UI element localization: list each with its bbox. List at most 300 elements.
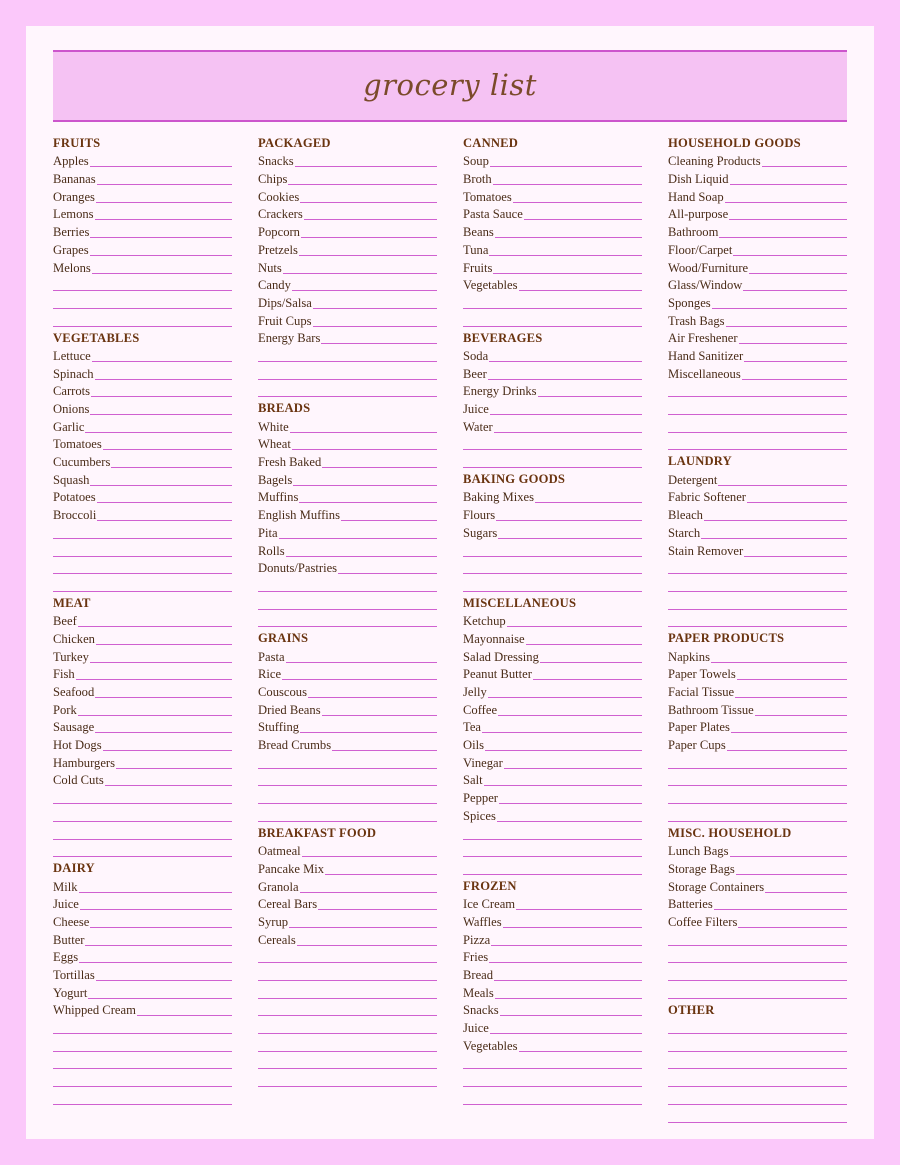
- blank-line[interactable]: [258, 806, 437, 824]
- write-in-line[interactable]: [491, 945, 642, 946]
- write-in-line[interactable]: [490, 1033, 642, 1034]
- list-item[interactable]: [463, 346, 642, 364]
- list-item[interactable]: [258, 541, 437, 559]
- write-in-line[interactable]: [279, 538, 437, 539]
- blank-line[interactable]: [53, 1036, 232, 1054]
- list-item[interactable]: [668, 700, 847, 718]
- write-in-line[interactable]: [463, 1086, 642, 1087]
- write-in-line[interactable]: [749, 273, 847, 274]
- list-item[interactable]: [53, 169, 232, 187]
- blank-line[interactable]: [668, 435, 847, 453]
- list-item[interactable]: [258, 240, 437, 258]
- list-item[interactable]: [668, 258, 847, 276]
- blank-line[interactable]: [258, 1018, 437, 1036]
- list-item[interactable]: [463, 912, 642, 930]
- list-item[interactable]: [258, 877, 437, 895]
- write-in-line[interactable]: [498, 538, 642, 539]
- blank-line[interactable]: [463, 293, 642, 311]
- write-in-line[interactable]: [97, 184, 232, 185]
- write-in-line[interactable]: [53, 856, 232, 857]
- blank-line[interactable]: [53, 824, 232, 842]
- write-in-line[interactable]: [742, 379, 847, 380]
- blank-line[interactable]: [463, 452, 642, 470]
- blank-line[interactable]: [53, 806, 232, 824]
- write-in-line[interactable]: [97, 520, 232, 521]
- blank-line[interactable]: [668, 806, 847, 824]
- list-item[interactable]: [463, 417, 642, 435]
- write-in-line[interactable]: [290, 432, 437, 433]
- blank-line[interactable]: [668, 594, 847, 612]
- write-in-line[interactable]: [488, 379, 642, 380]
- list-item[interactable]: [258, 276, 437, 294]
- blank-line[interactable]: [258, 1071, 437, 1089]
- list-item[interactable]: [258, 523, 437, 541]
- blank-line[interactable]: [258, 948, 437, 966]
- write-in-line[interactable]: [341, 520, 437, 521]
- list-item[interactable]: [463, 647, 642, 665]
- write-in-line[interactable]: [526, 644, 642, 645]
- write-in-line[interactable]: [90, 414, 232, 415]
- write-in-line[interactable]: [524, 219, 642, 220]
- write-in-line[interactable]: [258, 980, 437, 981]
- write-in-line[interactable]: [668, 609, 847, 610]
- write-in-line[interactable]: [730, 184, 847, 185]
- write-in-line[interactable]: [755, 715, 847, 716]
- list-item[interactable]: [53, 382, 232, 400]
- write-in-line[interactable]: [497, 821, 642, 822]
- list-item[interactable]: [53, 258, 232, 276]
- write-in-line[interactable]: [668, 980, 847, 981]
- write-in-line[interactable]: [463, 449, 642, 450]
- write-in-line[interactable]: [668, 591, 847, 592]
- write-in-line[interactable]: [79, 962, 232, 963]
- write-in-line[interactable]: [286, 662, 437, 663]
- list-item[interactable]: [53, 222, 232, 240]
- write-in-line[interactable]: [79, 892, 233, 893]
- write-in-line[interactable]: [463, 591, 642, 592]
- list-item[interactable]: [668, 152, 847, 170]
- list-item[interactable]: [258, 205, 437, 223]
- list-item[interactable]: [258, 435, 437, 453]
- write-in-line[interactable]: [500, 1015, 642, 1016]
- list-item[interactable]: [53, 240, 232, 258]
- write-in-line[interactable]: [53, 573, 232, 574]
- write-in-line[interactable]: [463, 839, 642, 840]
- write-in-line[interactable]: [258, 1086, 437, 1087]
- list-item[interactable]: [463, 399, 642, 417]
- write-in-line[interactable]: [258, 379, 437, 380]
- list-item[interactable]: [53, 452, 232, 470]
- write-in-line[interactable]: [668, 962, 847, 963]
- blank-line[interactable]: [463, 576, 642, 594]
- list-item[interactable]: [463, 682, 642, 700]
- blank-line[interactable]: [53, 293, 232, 311]
- write-in-line[interactable]: [463, 326, 642, 327]
- list-item[interactable]: [463, 258, 642, 276]
- write-in-line[interactable]: [701, 538, 847, 539]
- write-in-line[interactable]: [292, 449, 437, 450]
- list-item[interactable]: [668, 470, 847, 488]
- blank-line[interactable]: [668, 753, 847, 771]
- list-item[interactable]: [53, 399, 232, 417]
- write-in-line[interactable]: [313, 326, 437, 327]
- write-in-line[interactable]: [90, 927, 232, 928]
- list-item[interactable]: [463, 1036, 642, 1054]
- write-in-line[interactable]: [498, 715, 642, 716]
- list-item[interactable]: [463, 700, 642, 718]
- list-item[interactable]: [53, 488, 232, 506]
- blank-line[interactable]: [258, 346, 437, 364]
- list-item[interactable]: [53, 612, 232, 630]
- write-in-line[interactable]: [53, 538, 232, 539]
- list-item[interactable]: [668, 364, 847, 382]
- write-in-line[interactable]: [744, 556, 847, 557]
- list-item[interactable]: [668, 187, 847, 205]
- write-in-line[interactable]: [90, 255, 232, 256]
- write-in-line[interactable]: [137, 1015, 232, 1016]
- write-in-line[interactable]: [299, 502, 437, 503]
- write-in-line[interactable]: [258, 609, 437, 610]
- blank-line[interactable]: [668, 930, 847, 948]
- write-in-line[interactable]: [283, 273, 437, 274]
- list-item[interactable]: [258, 311, 437, 329]
- write-in-line[interactable]: [730, 856, 847, 857]
- list-item[interactable]: [668, 222, 847, 240]
- write-in-line[interactable]: [53, 1068, 232, 1069]
- list-item[interactable]: [463, 169, 642, 187]
- list-item[interactable]: [53, 948, 232, 966]
- blank-line[interactable]: [53, 523, 232, 541]
- write-in-line[interactable]: [299, 255, 437, 256]
- write-in-line[interactable]: [258, 821, 437, 822]
- list-item[interactable]: [53, 205, 232, 223]
- list-item[interactable]: [668, 912, 847, 930]
- list-item[interactable]: [53, 718, 232, 736]
- write-in-line[interactable]: [90, 166, 232, 167]
- write-in-line[interactable]: [97, 502, 232, 503]
- list-item[interactable]: [463, 523, 642, 541]
- list-item[interactable]: [463, 806, 642, 824]
- write-in-line[interactable]: [668, 573, 847, 574]
- list-item[interactable]: [258, 665, 437, 683]
- list-item[interactable]: [463, 965, 642, 983]
- list-item[interactable]: [53, 647, 232, 665]
- list-item[interactable]: [668, 718, 847, 736]
- write-in-line[interactable]: [258, 768, 437, 769]
- blank-line[interactable]: [53, 311, 232, 329]
- write-in-line[interactable]: [668, 1122, 847, 1123]
- blank-line[interactable]: [258, 983, 437, 1001]
- write-in-line[interactable]: [85, 432, 232, 433]
- list-item[interactable]: [463, 382, 642, 400]
- list-item[interactable]: [258, 559, 437, 577]
- list-item[interactable]: [668, 541, 847, 559]
- list-item[interactable]: [668, 329, 847, 347]
- blank-line[interactable]: [668, 612, 847, 630]
- list-item[interactable]: [53, 983, 232, 1001]
- list-item[interactable]: [668, 169, 847, 187]
- list-item[interactable]: [53, 435, 232, 453]
- list-item[interactable]: [258, 222, 437, 240]
- write-in-line[interactable]: [739, 343, 847, 344]
- blank-line[interactable]: [668, 771, 847, 789]
- write-in-line[interactable]: [258, 626, 437, 627]
- write-in-line[interactable]: [95, 697, 232, 698]
- list-item[interactable]: [258, 718, 437, 736]
- write-in-line[interactable]: [494, 980, 642, 981]
- write-in-line[interactable]: [516, 909, 642, 910]
- blank-line[interactable]: [463, 559, 642, 577]
- write-in-line[interactable]: [258, 1051, 437, 1052]
- write-in-line[interactable]: [78, 715, 232, 716]
- write-in-line[interactable]: [304, 219, 437, 220]
- list-item[interactable]: [463, 364, 642, 382]
- write-in-line[interactable]: [747, 502, 847, 503]
- list-item[interactable]: [463, 895, 642, 913]
- list-item[interactable]: [258, 505, 437, 523]
- list-item[interactable]: [463, 983, 642, 1001]
- list-item[interactable]: [53, 1001, 232, 1019]
- write-in-line[interactable]: [85, 945, 232, 946]
- write-in-line[interactable]: [738, 927, 847, 928]
- write-in-line[interactable]: [53, 839, 232, 840]
- write-in-line[interactable]: [533, 679, 642, 680]
- blank-line[interactable]: [463, 435, 642, 453]
- list-item[interactable]: [53, 735, 232, 753]
- list-item[interactable]: [53, 771, 232, 789]
- write-in-line[interactable]: [668, 414, 847, 415]
- write-in-line[interactable]: [325, 874, 437, 875]
- list-item[interactable]: [53, 665, 232, 683]
- list-item[interactable]: [463, 505, 642, 523]
- write-in-line[interactable]: [668, 449, 847, 450]
- list-item[interactable]: [258, 842, 437, 860]
- write-in-line[interactable]: [321, 343, 437, 344]
- write-in-line[interactable]: [489, 255, 642, 256]
- write-in-line[interactable]: [485, 750, 642, 751]
- blank-line[interactable]: [463, 1089, 642, 1107]
- blank-line[interactable]: [53, 559, 232, 577]
- write-in-line[interactable]: [258, 785, 437, 786]
- write-in-line[interactable]: [302, 856, 437, 857]
- write-in-line[interactable]: [258, 962, 437, 963]
- list-item[interactable]: [463, 276, 642, 294]
- list-item[interactable]: [53, 682, 232, 700]
- write-in-line[interactable]: [519, 1051, 642, 1052]
- write-in-line[interactable]: [282, 679, 437, 680]
- write-in-line[interactable]: [535, 502, 642, 503]
- list-item[interactable]: [668, 276, 847, 294]
- write-in-line[interactable]: [308, 697, 437, 698]
- write-in-line[interactable]: [318, 909, 437, 910]
- write-in-line[interactable]: [490, 414, 642, 415]
- write-in-line[interactable]: [297, 945, 437, 946]
- blank-line[interactable]: [668, 382, 847, 400]
- list-item[interactable]: [668, 240, 847, 258]
- list-item[interactable]: [53, 187, 232, 205]
- list-item[interactable]: [668, 682, 847, 700]
- list-item[interactable]: [463, 205, 642, 223]
- write-in-line[interactable]: [78, 626, 232, 627]
- list-item[interactable]: [53, 505, 232, 523]
- write-in-line[interactable]: [53, 803, 232, 804]
- write-in-line[interactable]: [493, 184, 642, 185]
- write-in-line[interactable]: [503, 927, 642, 928]
- list-item[interactable]: [463, 152, 642, 170]
- blank-line[interactable]: [258, 753, 437, 771]
- write-in-line[interactable]: [292, 290, 437, 291]
- write-in-line[interactable]: [286, 556, 437, 557]
- write-in-line[interactable]: [338, 573, 437, 574]
- blank-line[interactable]: [668, 1054, 847, 1072]
- list-item[interactable]: [463, 488, 642, 506]
- write-in-line[interactable]: [704, 520, 847, 521]
- blank-line[interactable]: [463, 311, 642, 329]
- list-item[interactable]: [258, 293, 437, 311]
- write-in-line[interactable]: [111, 467, 232, 468]
- write-in-line[interactable]: [668, 432, 847, 433]
- list-item[interactable]: [53, 700, 232, 718]
- write-in-line[interactable]: [762, 166, 847, 167]
- list-item[interactable]: [53, 965, 232, 983]
- list-item[interactable]: [53, 417, 232, 435]
- blank-line[interactable]: [53, 788, 232, 806]
- list-item[interactable]: [53, 930, 232, 948]
- write-in-line[interactable]: [313, 308, 437, 309]
- write-in-line[interactable]: [744, 361, 847, 362]
- write-in-line[interactable]: [332, 750, 437, 751]
- write-in-line[interactable]: [725, 202, 847, 203]
- list-item[interactable]: [668, 877, 847, 895]
- write-in-line[interactable]: [668, 1086, 847, 1087]
- blank-line[interactable]: [53, 1018, 232, 1036]
- blank-line[interactable]: [668, 576, 847, 594]
- write-in-line[interactable]: [489, 361, 642, 362]
- blank-line[interactable]: [53, 276, 232, 294]
- write-in-line[interactable]: [513, 202, 642, 203]
- write-in-line[interactable]: [258, 396, 437, 397]
- blank-line[interactable]: [463, 859, 642, 877]
- blank-line[interactable]: [258, 771, 437, 789]
- write-in-line[interactable]: [718, 485, 847, 486]
- write-in-line[interactable]: [496, 520, 642, 521]
- write-in-line[interactable]: [258, 591, 437, 592]
- write-in-line[interactable]: [493, 273, 642, 274]
- list-item[interactable]: [463, 629, 642, 647]
- write-in-line[interactable]: [96, 644, 232, 645]
- blank-line[interactable]: [258, 788, 437, 806]
- write-in-line[interactable]: [300, 732, 437, 733]
- blank-line[interactable]: [668, 1071, 847, 1089]
- list-item[interactable]: [668, 205, 847, 223]
- list-item[interactable]: [668, 293, 847, 311]
- blank-line[interactable]: [258, 364, 437, 382]
- write-in-line[interactable]: [507, 626, 642, 627]
- list-item[interactable]: [668, 523, 847, 541]
- blank-line[interactable]: [258, 1054, 437, 1072]
- list-item[interactable]: [668, 505, 847, 523]
- write-in-line[interactable]: [258, 1068, 437, 1069]
- write-in-line[interactable]: [726, 326, 847, 327]
- write-in-line[interactable]: [482, 732, 642, 733]
- list-item[interactable]: [463, 240, 642, 258]
- list-item[interactable]: [258, 488, 437, 506]
- list-item[interactable]: [668, 647, 847, 665]
- blank-line[interactable]: [668, 1107, 847, 1125]
- write-in-line[interactable]: [668, 768, 847, 769]
- write-in-line[interactable]: [76, 679, 232, 680]
- list-item[interactable]: [53, 753, 232, 771]
- write-in-line[interactable]: [711, 662, 847, 663]
- list-item[interactable]: [258, 647, 437, 665]
- write-in-line[interactable]: [80, 909, 232, 910]
- blank-line[interactable]: [258, 612, 437, 630]
- write-in-line[interactable]: [668, 1051, 847, 1052]
- write-in-line[interactable]: [293, 485, 437, 486]
- write-in-line[interactable]: [488, 697, 642, 698]
- write-in-line[interactable]: [463, 467, 642, 468]
- write-in-line[interactable]: [463, 856, 642, 857]
- blank-line[interactable]: [668, 948, 847, 966]
- write-in-line[interactable]: [116, 768, 232, 769]
- write-in-line[interactable]: [53, 1086, 232, 1087]
- write-in-line[interactable]: [765, 892, 847, 893]
- write-in-line[interactable]: [489, 962, 642, 963]
- blank-line[interactable]: [258, 576, 437, 594]
- blank-line[interactable]: [668, 559, 847, 577]
- write-in-line[interactable]: [95, 379, 232, 380]
- write-in-line[interactable]: [103, 449, 232, 450]
- write-in-line[interactable]: [719, 237, 847, 238]
- list-item[interactable]: [258, 417, 437, 435]
- list-item[interactable]: [668, 735, 847, 753]
- write-in-line[interactable]: [258, 803, 437, 804]
- write-in-line[interactable]: [668, 626, 847, 627]
- blank-line[interactable]: [668, 983, 847, 1001]
- write-in-line[interactable]: [90, 237, 232, 238]
- list-item[interactable]: [258, 930, 437, 948]
- write-in-line[interactable]: [258, 361, 437, 362]
- write-in-line[interactable]: [668, 1068, 847, 1069]
- blank-line[interactable]: [258, 1036, 437, 1054]
- write-in-line[interactable]: [90, 485, 232, 486]
- blank-line[interactable]: [668, 1018, 847, 1036]
- write-in-line[interactable]: [322, 467, 437, 468]
- list-item[interactable]: [463, 1018, 642, 1036]
- blank-line[interactable]: [668, 399, 847, 417]
- list-item[interactable]: [53, 895, 232, 913]
- list-item[interactable]: [53, 152, 232, 170]
- write-in-line[interactable]: [668, 821, 847, 822]
- blank-line[interactable]: [53, 842, 232, 860]
- write-in-line[interactable]: [495, 237, 642, 238]
- write-in-line[interactable]: [258, 998, 437, 999]
- list-item[interactable]: [258, 682, 437, 700]
- list-item[interactable]: [258, 152, 437, 170]
- write-in-line[interactable]: [105, 785, 232, 786]
- write-in-line[interactable]: [53, 326, 232, 327]
- write-in-line[interactable]: [729, 219, 847, 220]
- list-item[interactable]: [668, 311, 847, 329]
- list-item[interactable]: [53, 629, 232, 647]
- blank-line[interactable]: [463, 541, 642, 559]
- list-item[interactable]: [53, 364, 232, 382]
- write-in-line[interactable]: [538, 396, 642, 397]
- blank-line[interactable]: [668, 965, 847, 983]
- list-item[interactable]: [258, 859, 437, 877]
- write-in-line[interactable]: [463, 1068, 642, 1069]
- write-in-line[interactable]: [463, 1104, 642, 1105]
